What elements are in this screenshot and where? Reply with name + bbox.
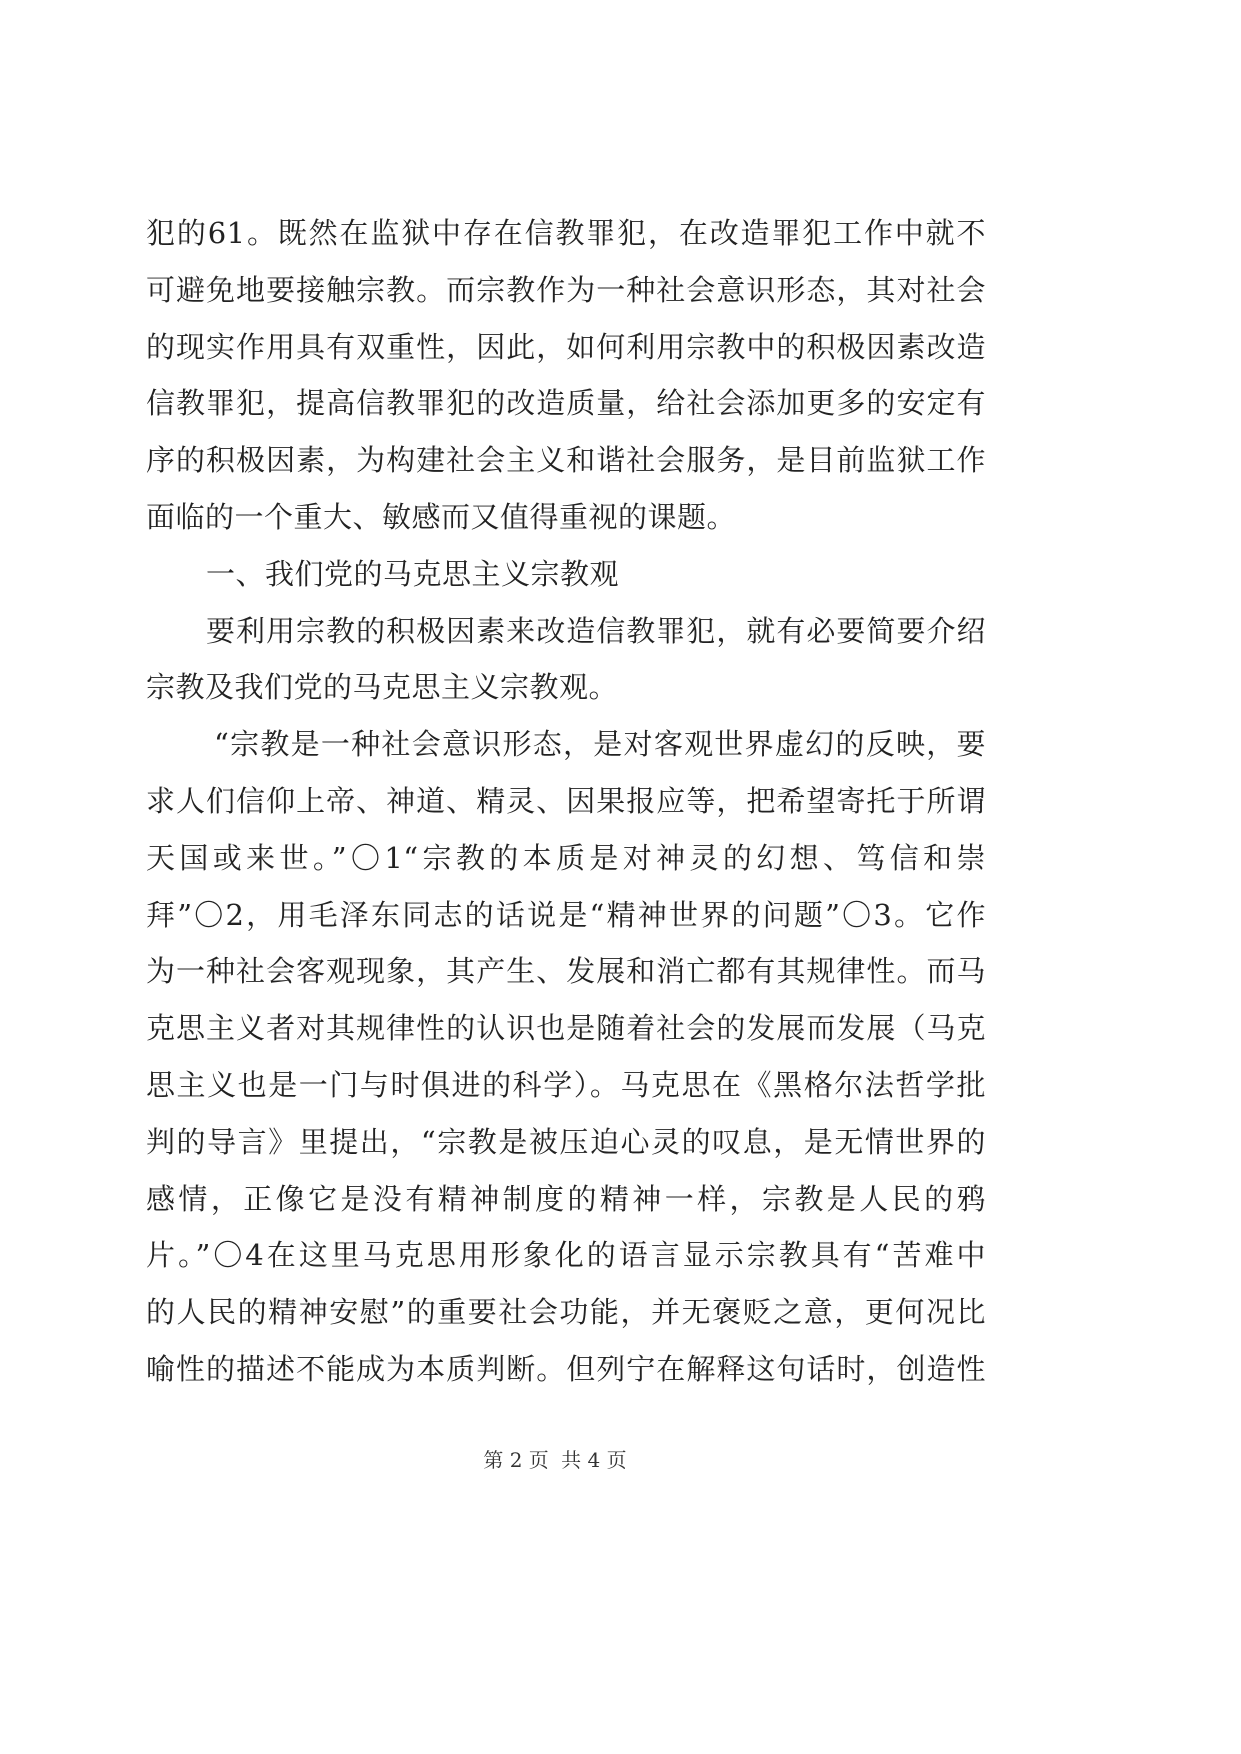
text-line: 拜”〇2，用毛泽东同志的话说是“精神世界的问题”〇3。它作: [146, 897, 986, 932]
page-number: 第 2 页: [483, 1448, 549, 1472]
text-line: 片。”〇4在这里马克思用形象化的语言显示宗教具有“苦难中: [146, 1238, 986, 1273]
text-line: “宗教是一种社会意识形态，是对客观世界虚幻的反映，要: [214, 727, 986, 762]
text-line: 的人民的精神安慰”的重要社会功能，并无褒贬之意，更何况比: [146, 1295, 986, 1330]
page-footer: [0, 1446, 1110, 1474]
text-line: 为一种社会客观现象，其产生、发展和消亡都有其规律性。而马: [146, 954, 986, 989]
text-line: 序的积极因素，为构建社会主义和谐社会服务，是目前监狱工作: [146, 443, 986, 478]
text-line: 可避免地要接触宗教。而宗教作为一种社会意识形态，其对社会: [146, 272, 986, 307]
page-total: 共 4 页: [561, 1448, 627, 1472]
text-line: 要利用宗教的积极因素来改造信教罪犯，就有必要简要介绍: [206, 613, 986, 648]
text-line: 犯的61。既然在监狱中存在信教罪犯，在改造罪犯工作中就不: [146, 216, 986, 250]
text-line: 信教罪犯，提高信教罪犯的改造质量，给社会添加更多的安定有: [146, 386, 986, 421]
text-line: 面临的一个重大、敏感而又值得重视的课题。: [146, 499, 737, 534]
body-text: [146, 205, 986, 1398]
text-line: 判的导言》里提出，“宗教是被压迫心灵的叹息，是无情世界的: [146, 1124, 986, 1159]
section-heading: 一、我们党的马克思主义宗教观: [206, 556, 620, 591]
text-line: 天国或来世。”〇1“宗教的本质是对神灵的幻想、笃信和崇: [146, 840, 986, 875]
text-line: 的现实作用具有双重性，因此，如何利用宗教中的积极因素改造: [146, 329, 986, 364]
text-line: 感情，正像它是没有精神制度的精神一样，宗教是人民的鸦: [146, 1181, 986, 1216]
text-line: 宗教及我们党的马克思主义宗教观。: [146, 670, 619, 705]
text-line: 求人们信仰上帝、神道、精灵、因果报应等，把希望寄托于所谓: [146, 783, 986, 818]
text-line: 喻性的描述不能成为本质判断。但列宁在解释这句话时，创造性: [146, 1351, 986, 1386]
text-line: 思主义也是一门与时俱进的科学）。马克思在《黑格尔法哲学批: [146, 1067, 986, 1102]
text-line: 克思主义者对其规律性的认识也是随着社会的发展而发展（马克: [146, 1011, 986, 1046]
